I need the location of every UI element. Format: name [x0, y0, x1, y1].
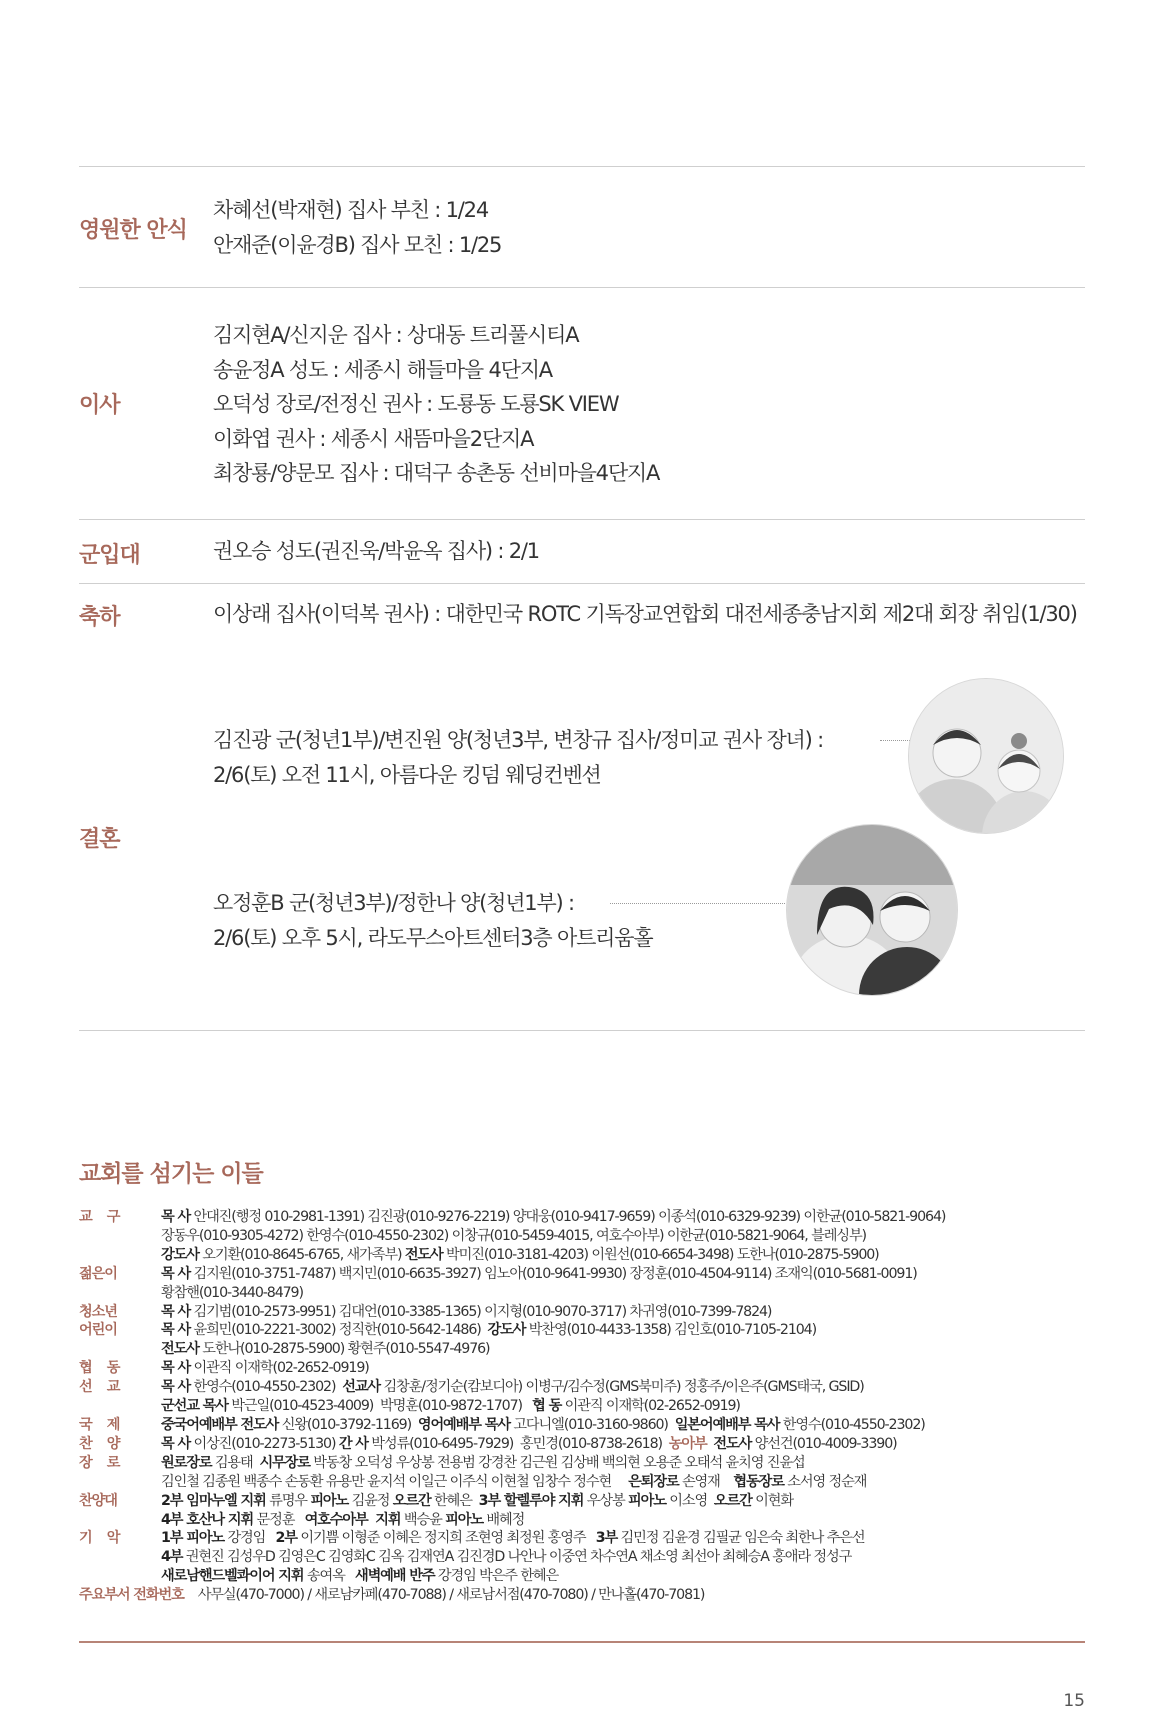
divider — [79, 583, 1085, 584]
staff-row-label — [79, 1548, 161, 1567]
wedding-photo-2 — [786, 824, 958, 996]
staff-row — [79, 1397, 1085, 1416]
divider — [79, 1641, 1085, 1643]
condolence-body — [213, 193, 501, 262]
staff-row-label: 교구 — [79, 1209, 135, 1225]
wedding-line: 2/6(토) 오후 5시, 라도무스아트센터3층 아트리움홀 — [213, 925, 653, 950]
moving-line: 김지현A/신지운 집사 : 상대동 트리풀시티A — [213, 323, 579, 347]
staff-row-text: 4부 호산나 지휘 문정훈 여호수아부 지휘 백승윤 피아노 배혜정 — [161, 1511, 525, 1528]
staff-row — [79, 1340, 1085, 1359]
staff-row — [79, 1473, 1085, 1492]
staff-row-text: 목 사 이상진(010-2273-5130) 간 사 박성류(010-6495-7929) 홍민경(010-8738-2618) 농아부 전도사 양선건(010-4009-3390) — [161, 1435, 897, 1452]
staff-row — [79, 1246, 1085, 1265]
condolence-line: 안재준(이윤경B) 집사 모친 : 1/25 — [213, 232, 502, 257]
couple-photo-icon — [909, 679, 1063, 833]
divider — [79, 1030, 1085, 1031]
wedding-couple-2 — [213, 886, 652, 955]
leader-line — [610, 903, 785, 904]
staff-row-text: 4부 권현진 김성우D 김영은C 김영화C 김옥 김재연A 김진경D 나안나 이중연 차수연A 채소영 최선아 최혜승A 홍애라 정성구 — [161, 1549, 852, 1566]
staff-row-text: 목 사 김기범(010-2573-9951) 김대언(010-3385-1365) 이지형(010-9070-3717) 차귀영(010-7399-7824) — [161, 1303, 772, 1320]
staff-row-text: 2부 임마누엘 지휘 류명우 피아노 김윤정 오르간 한혜은 3부 할렐루야 지휘 우상봉 피아노 이소영 오르간 이현화 — [161, 1492, 793, 1509]
wedding-line: 2/6(토) 오전 11시, 아름다운 킹덤 웨딩컨벤션 — [213, 762, 601, 787]
moving-body — [213, 318, 659, 491]
staff-row-label: 장로 — [79, 1454, 135, 1471]
staff-row — [79, 1416, 1085, 1435]
staff-row-text: 목 사 김지원(010-3751-7487) 백지민(010-6635-3927) 임노아(010-9641-9930) 장정훈(010-4504-9114) 조재익(010-5681-0091) — [161, 1265, 917, 1282]
staff-row-text: 새로남핸드벨콰이어 지휘 송여옥 새벽예배 반주 강경임 박은주 한혜은 — [161, 1568, 559, 1585]
staff-row-text: 강도사 오기환(010-8645-6765, 새가족부) 전도사 박미진(010-3181-4203) 이원선(010-6654-3498) 도한나(010-2875-5900) — [161, 1246, 879, 1263]
staff-row-text: 황참핸(010-3440-8479) — [161, 1284, 303, 1301]
couple-photo-icon — [787, 825, 957, 995]
staff-row-text: 목 사 안대진(행정 010-2981-1391) 김진광(010-9276-2219) 양대웅(010-9417-9659) 이종석(010-6329-9239) 이한균(010-5821-9064) — [161, 1209, 946, 1225]
wedding-photo-1 — [908, 678, 1064, 834]
staff-row-label: 찬양대 — [79, 1492, 117, 1509]
staff-row-text: 목 사 한영수(010-4550-2302) 선교사 김창훈/정기순(캄보디아) 이병구/김수정(GMS북미주) 정홍주/이은주(GMS태국, GSID) — [161, 1379, 864, 1396]
staff-list — [79, 1208, 1085, 1605]
phone-row — [79, 1586, 1085, 1605]
staff-row — [79, 1567, 1085, 1586]
staff-row — [79, 1548, 1085, 1567]
staff-row-text: 1부 피아노 강경임 2부 이기쁨 이형준 이혜은 정지희 조현영 최정원 홍영주 3부 김민정 김윤경 김필균 임은숙 최한나 추은선 — [161, 1530, 865, 1547]
phone-label: 주요부서 전화번호 — [79, 1587, 184, 1604]
staff-row-label: 어린이 — [79, 1322, 117, 1339]
military-label: 군입대 — [79, 543, 140, 568]
wedding-label: 결혼 — [79, 827, 120, 852]
divider — [79, 519, 1085, 520]
staff-row-label: 협동 — [79, 1360, 135, 1377]
staff-row — [79, 1303, 1085, 1322]
staff-row — [79, 1359, 1085, 1378]
moving-line: 최창룡/양문모 집사 : 대덕구 송촌동 선비마을4단지A — [213, 461, 660, 485]
staff-row — [79, 1265, 1085, 1284]
staff-row — [79, 1284, 1085, 1303]
wedding-line: 김진광 군(청년1부)/변진원 양(청년3부, 변창규 집사/정미교 권사 장녀) : — [213, 728, 823, 752]
staff-row-label — [79, 1246, 161, 1265]
phone-text: 사무실(470-7000) / 새로남카페(470-7088) / 새로남서점(470-7080) / 만나홀(470-7081) — [197, 1587, 705, 1604]
moving-line: 오덕성 장로/전정신 권사 : 도룡동 도룡SK VIEW — [213, 392, 619, 416]
staff-row — [79, 1511, 1085, 1530]
staff-row-label: 찬양 — [79, 1435, 135, 1452]
staff-row-label — [79, 1511, 161, 1530]
staff-row-label — [79, 1473, 161, 1492]
staff-row — [79, 1454, 1085, 1473]
staff-row-label — [79, 1340, 161, 1359]
staff-row — [79, 1208, 1085, 1227]
staff-row — [79, 1492, 1085, 1511]
staff-row-text: 전도사 도한나(010-2875-5900) 황현주(010-5547-4976) — [161, 1341, 490, 1358]
divider — [79, 287, 1085, 288]
staff-row-text: 중국어예배부 전도사 신왕(010-3792-1169) 영어예배부 목사 고다니엘(010-3160-9860) 일본어예배부 목사 한영수(010-4550-2302) — [161, 1416, 925, 1433]
congrats-line: 이상래 집사(이덕복 권사) : 대한민국 ROTC 기독장교연합회 대전세종충남지회 제2대 회장 취임(1/30) — [213, 602, 1077, 626]
staff-row-text: 김인철 김종원 백종수 손동환 유용만 윤지석 이일근 이주식 이현철 임창수 정수현 은퇴장로 손영재 협동장로 소서영 정순재 — [161, 1473, 867, 1490]
moving-label: 이사 — [79, 393, 120, 418]
staff-row — [79, 1227, 1085, 1246]
congrats-body — [213, 597, 1077, 632]
staff-row-label — [79, 1284, 161, 1303]
condolence-line: 차혜선(박재현) 집사 부친 : 1/24 — [213, 198, 488, 222]
staff-row — [79, 1435, 1085, 1454]
staff-title: 교회를 섬기는 이들 — [79, 1161, 263, 1187]
staff-row-label — [79, 1397, 161, 1416]
staff-row-text: 장동우(010-9305-4272) 한영수(010-4550-2302) 이창규(010-5459-4015, 여호수아부) 이한균(010-5821-9064, 블레싱부) — [161, 1227, 866, 1244]
staff-row-text: 목 사 윤희민(010-2221-3002) 정직한(010-5642-1486) 강도사 박찬영(010-4433-1358) 김인호(010-7105-2104) — [161, 1322, 817, 1339]
staff-row-text: 원로장로 김용태 시무장로 박동창 오덕성 우상봉 전용범 강경찬 김근원 김상배 백의현 오용준 오태석 윤치영 진윤섭 — [161, 1454, 805, 1471]
congrats-label: 축하 — [79, 605, 120, 630]
staff-row — [79, 1321, 1085, 1340]
military-line: 권오승 성도(권진욱/박윤옥 집사) : 2/1 — [213, 539, 539, 563]
staff-row-label — [79, 1227, 161, 1246]
staff-row-label: 선교 — [79, 1379, 135, 1396]
staff-row — [79, 1378, 1085, 1397]
military-body — [213, 534, 539, 569]
staff-row-label — [79, 1567, 161, 1586]
staff-row-label: 국제 — [79, 1416, 135, 1433]
staff-row-text: 군선교 목사 박근일(010-4523-4009) 박명훈(010-9872-1707) 협 동 이관직 이재학(02-2652-0919) — [161, 1398, 740, 1415]
divider — [79, 166, 1085, 167]
condolence-label: 영원한 안식 — [79, 218, 187, 243]
staff-row — [79, 1529, 1085, 1548]
moving-line: 송윤정A 성도 : 세종시 해들마을 4단지A — [213, 357, 552, 382]
staff-row-label: 기악 — [79, 1530, 135, 1547]
wedding-line: 오정훈B 군(청년3부)/정한나 양(청년1부) : — [213, 891, 574, 915]
moving-line: 이화엽 권사 : 세종시 새뜸마을2단지A — [213, 426, 534, 451]
wedding-couple-1 — [213, 723, 823, 792]
page-number: 15 — [1063, 1691, 1085, 1711]
staff-row-label: 젊은이 — [79, 1265, 117, 1282]
staff-row-label: 청소년 — [79, 1303, 117, 1320]
staff-row-text: 목 사 이관직 이재학(02-2652-0919) — [161, 1360, 369, 1377]
